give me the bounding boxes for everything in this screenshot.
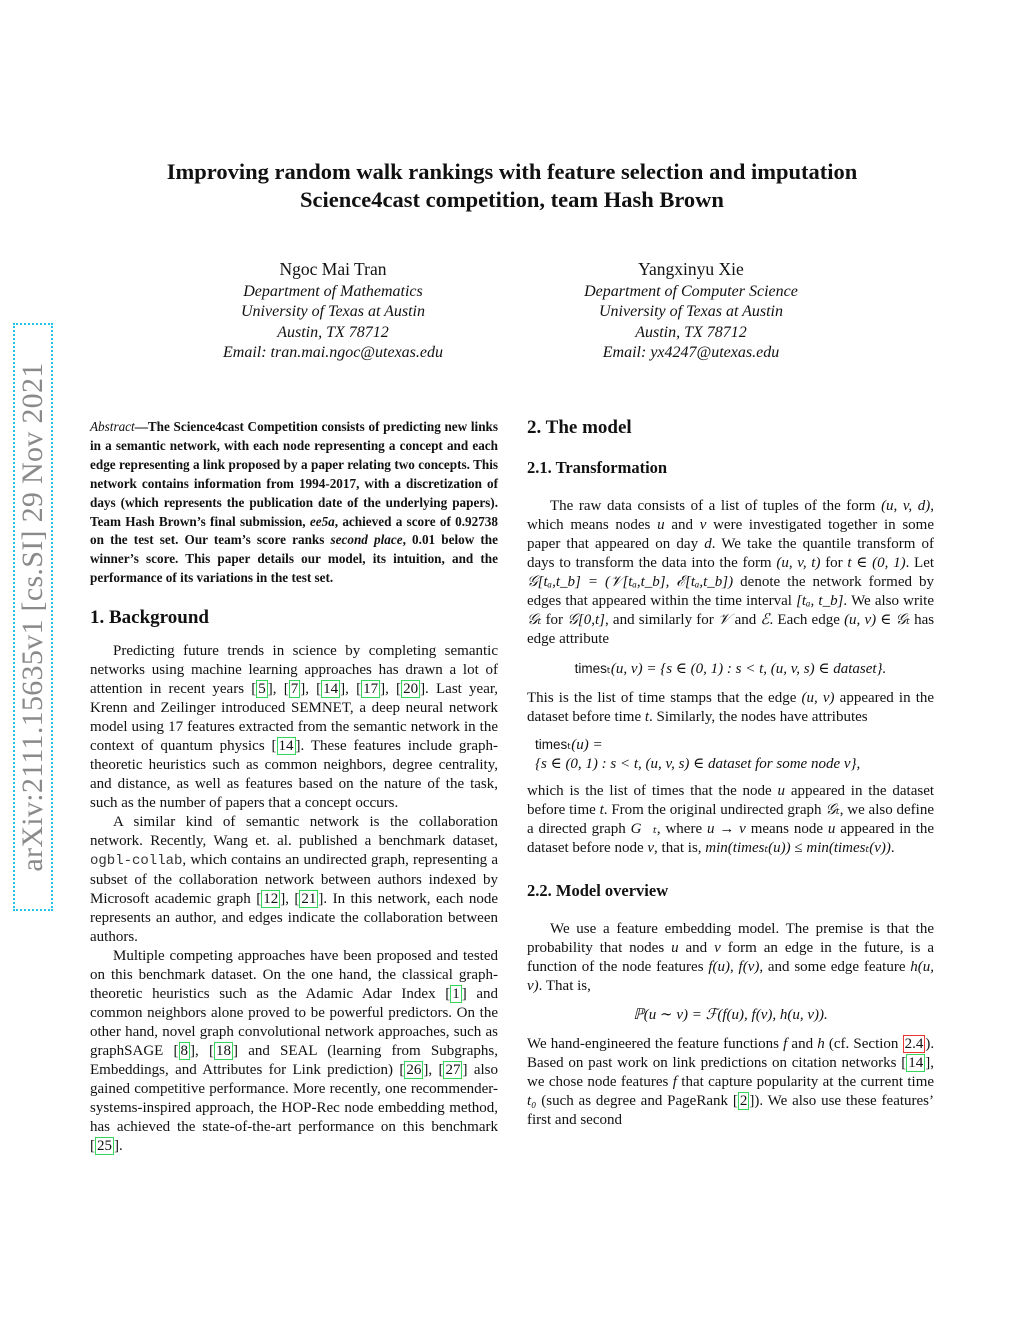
author-city: Austin, TX 78712 [635,323,747,341]
author-department: Department of Computer Science [584,282,798,300]
abstract: Abstract—The Science4cast Competition consists of predicting new links in a semantic network, with each node representing a concept and each edge representing a link proposed by a paper relating two concepts. This network contains information from 1994-2017, with a discretization of days (which represents the publication date of the underlying papers). Team Hash Brown’s final submission, ee5a, achieved a score of 0.92738 on the test set. Our team’s score ranks second place, 0.01 below the winner’s score. This paper details our model, its intuition, and the performance of its variations in the test set. [90,419,498,586]
subsection-heading: 2.1. Transformation [527,458,668,477]
citation-link[interactable]: 20 [403,681,419,698]
author-university: University of Texas at Austin [599,303,783,320]
paper-title [90,158,934,214]
citation-link[interactable]: 25 [97,1138,112,1155]
arxiv-identifier: arXiv:2111.15635v1 [cs.SI] 29 Nov 2021 [16,362,49,872]
citation-link[interactable]: 2 [739,1093,748,1109]
citation-link[interactable]: 5 [258,681,266,698]
paragraph: The raw data consists of a list of tuples of the form (u, v, d), which means nodes u and v were investigated together in some paper that appeared on day d. We take the quantile transform of days to transform the data into the form (u, v, t) for t ∈ (0, 1). Let 𝒢[tₐ,t_b] = (𝒱[tₐ,t_b], ℰ[tₐ,t_b]) denote the network formed by edges that appeared within the time interval [tₐ, t_b]. We also write 𝒢ₜ for 𝒢[0,t], and similarly for 𝒱 and ℰ. Each edge (u, v) ∈ 𝒢ₜ has edge attribute [527,498,935,647]
equation: timesₜ(u) = {s ∈ (0, 1) : s < t, (u, v, s) ∈ dataset for some node v}, [535,737,861,772]
citation-link[interactable]: 27 [445,1062,461,1079]
author-email: Email: tran.mai.ngoc@utexas.edu [222,344,443,361]
equation: timesₜ(u, v) = {s ∈ (0, 1) : s < t, (u, v, s) ∈ dataset}. [574,661,887,677]
citation-link[interactable]: 14 [278,738,294,755]
paragraph: We hand-engineered the feature functions f and h (cf. Section 2.4 ). Based on past work on link predictions on citation networks [ 14 ], we chose node features f that capture popularity at the current time t₀ (such as degree and PageRank [ 2 ]). We also use these features’ first and second [527,1036,935,1128]
citation-link[interactable]: 8 [180,1043,189,1060]
citation-link[interactable]: 1 [452,986,460,1003]
citation-link[interactable]: 14 [908,1055,924,1071]
author-city: Austin, TX 78712 [277,323,389,341]
subsection-heading: 2.2. Model overview [527,881,669,900]
author-name: Ngoc Mai Tran [279,259,387,279]
author-1 [168,259,498,364]
left-column [90,418,498,1156]
paragraph: Predicting future trends in science by completing semantic networks using machine learning approaches has drawn a lot of attention in recent years [ 5 ], [ 7 ], [ 14 ], [ 17 ], [ 20 ]. Last year, Krenn and Zeilinger introduced SEMNET, a deep neural network model using 17 features extracted from the semantic network in the context of quantum physics [ 14 ]. These features include graph-theoretic heuristics such as common neighbors, degree centrality, and distance, as well as features based on the nature of the task, such as the number of papers that a concept occurs. [90,643,499,812]
paragraph: We use a feature embedding model. The premise is that the probability that nodes u and v form an edge in the future, is a function of the node features f(u), f(v), and some edge feature h(u, v). That is, [527,921,935,994]
section-ref-link[interactable]: 2.4 [904,1036,924,1052]
section-heading: 2. The model [527,417,632,438]
right-column [527,416,934,1130]
citation-link[interactable]: 7 [290,681,299,698]
title-line-2: Science4cast competition, team Hash Brown [300,187,724,212]
title-line-1: Improving random walk rankings with feature selection and imputation [166,159,858,184]
citation-link[interactable]: 18 [215,1043,231,1060]
author-university: University of Texas at Austin [241,303,425,320]
paragraph: which is the list of times that the node u appeared in the dataset before time t. From the original undirected graph 𝒢ₜ, we also define a directed graph G⃗ₜ, where u → v means node u appeared in the dataset before node v, that is, min(timesₜ(u)) ≤ min(timesₜ(v)). [527,783,935,856]
paragraph: Multiple competing approaches have been proposed and tested on this benchmark dataset. On the one hand, the classical graph-theoretic heuristics such as the Adamic Adar Index [ 1 ] and common neighbors alone proved to be powerful predictors. On the other hand, novel graph convolutional network approaches, such as graphSAGE [ 8 ], [ 18 ] and SEAL (learning from Subgraphs, Embeddings, and Attributes for Link prediction) [ 26 ], [ 27 ] also gained competitive performance. More recently, one recommender-systems-inspired approach, the HOP-Rec node embedding method, has achieved the state-of-the-art performance on this benchmark [ 25 ]. [90,948,499,1155]
author-department: Department of Mathematics [243,282,423,300]
citation-link[interactable]: 14 [323,681,339,698]
author-name: Yangxinyu Xie [638,259,744,279]
paragraph: A similar kind of semantic network is the collaboration network. Recently, Wang et. al. published a benchmark dataset, ogbl-collab, which contains an undirected graph, representing a subset of the collaboration network between authors indexed by Microsoft academic graph [ 12 ], [ 21 ]. In this network, each node represents an author, and edges indicate the collaboration between authors. [90,814,499,946]
citation-link[interactable]: 21 [301,891,317,908]
arxiv-identifier-box [13,323,53,911]
paragraph: This is the list of time stamps that the edge (u, v) appeared in the dataset before time t. Similarly, the nodes have attributes [527,690,935,725]
citation-link[interactable]: 12 [263,891,279,908]
author-2 [526,259,856,364]
dataset-name: ogbl-collab [90,853,183,870]
citation-link[interactable]: 26 [406,1062,422,1079]
citation-link[interactable]: 17 [363,681,379,698]
author-email: Email: yx4247@utexas.edu [602,344,780,361]
equation: ℙ(u ∼ v) = ℱ(f(u), f(v), h(u, v)). [633,1007,828,1023]
section-heading: 1. Background [90,607,209,629]
